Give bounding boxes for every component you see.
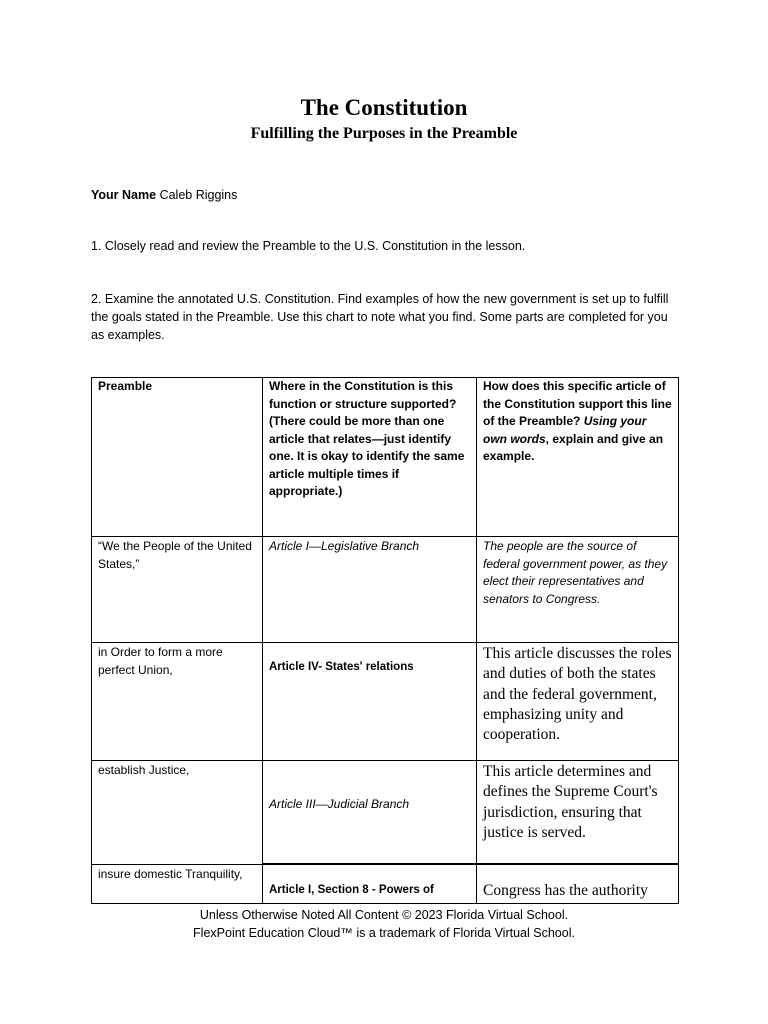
- header-where: Where in the Constitution is this function or structure supported? (There could be more than one article that relates—just identify one. It is okay to identify the same article multiple times if appropriate.): [269, 379, 465, 498]
- header-how-part-b: Using your own words: [483, 414, 647, 446]
- preamble-text: establish Justice,: [98, 763, 190, 777]
- header-cell-preamble: [92, 378, 263, 537]
- instruction-1: 1. Closely read and review the Preamble to the U.S. Constitution in the lesson.: [91, 239, 526, 253]
- article-text: Article IV- States' relations: [269, 661, 414, 673]
- instruction-2: 2. Examine the annotated U.S. Constitution. Find examples of how the new government is set up to fulfill the goals stated in the Preamble. Use this chart to note what you find. Some parts are completed for you as examples.: [91, 292, 669, 342]
- explanation-text: This article determines and defines the Supreme Court's jurisdiction, ensuring that justice is served.: [483, 763, 658, 841]
- table-row: [92, 761, 679, 865]
- name-label: Your Name: [91, 188, 157, 202]
- article-cell: [263, 761, 477, 865]
- explanation-cell: [477, 761, 679, 865]
- preamble-cell: [92, 643, 263, 761]
- header-how-part-a: How does this specific article of the Constitution support this line of the Preamble?: [483, 379, 672, 428]
- article-cell: [263, 643, 477, 761]
- document-subtitle: Fulfilling the Purposes in the Preamble: [250, 125, 518, 142]
- preamble-text: “We the People of the United States,”: [98, 539, 252, 571]
- header-how-part-c: , explain and give an example.: [483, 431, 664, 463]
- explanation-text: This article discusses the roles and duties of both the states and the federal government, emphasizing unity and cooperation.: [483, 645, 672, 744]
- footer-copyright: Unless Otherwise Noted All Content © 2023 Florida Virtual School.: [199, 908, 569, 922]
- article-text: Article I—Legislative Branch: [269, 539, 420, 553]
- table-row: [92, 643, 679, 761]
- preamble-text: in Order to form a more perfect Union,: [98, 645, 223, 677]
- preamble-text: insure domestic Tranquility,: [98, 866, 243, 881]
- explanation-cell: [477, 643, 679, 761]
- article-text: Article III—Judicial Branch: [269, 797, 410, 811]
- table-row: [92, 864, 679, 904]
- explanation-cell: [477, 537, 679, 643]
- preamble-cell: [92, 761, 263, 865]
- preamble-cell: [92, 537, 263, 643]
- preamble-cell: [92, 864, 263, 904]
- article-text: Article I, Section 8 - Powers of: [269, 884, 434, 896]
- header-preamble: Preamble: [98, 379, 153, 393]
- header-how: [477, 378, 678, 466]
- name-value: Caleb Riggins: [159, 188, 238, 202]
- header-cell-how: [477, 378, 679, 537]
- explanation-text: The people are the source of federal government power, as they elect their representatives and senators to Congress.: [483, 539, 668, 606]
- footer-trademark: FlexPoint Education Cloud™ is a trademark of Florida Virtual School.: [193, 926, 575, 940]
- table-row: [92, 537, 679, 643]
- table-header-row: [92, 378, 679, 537]
- explanation-cell: [477, 864, 679, 904]
- explanation-text: Congress has the authority: [483, 882, 648, 899]
- header-cell-where: [263, 378, 477, 537]
- article-cell: [263, 537, 477, 643]
- article-cell: [263, 864, 477, 904]
- preamble-chart-table: [91, 377, 679, 904]
- name-line: [91, 186, 681, 204]
- document-title: The Constitution: [300, 95, 468, 120]
